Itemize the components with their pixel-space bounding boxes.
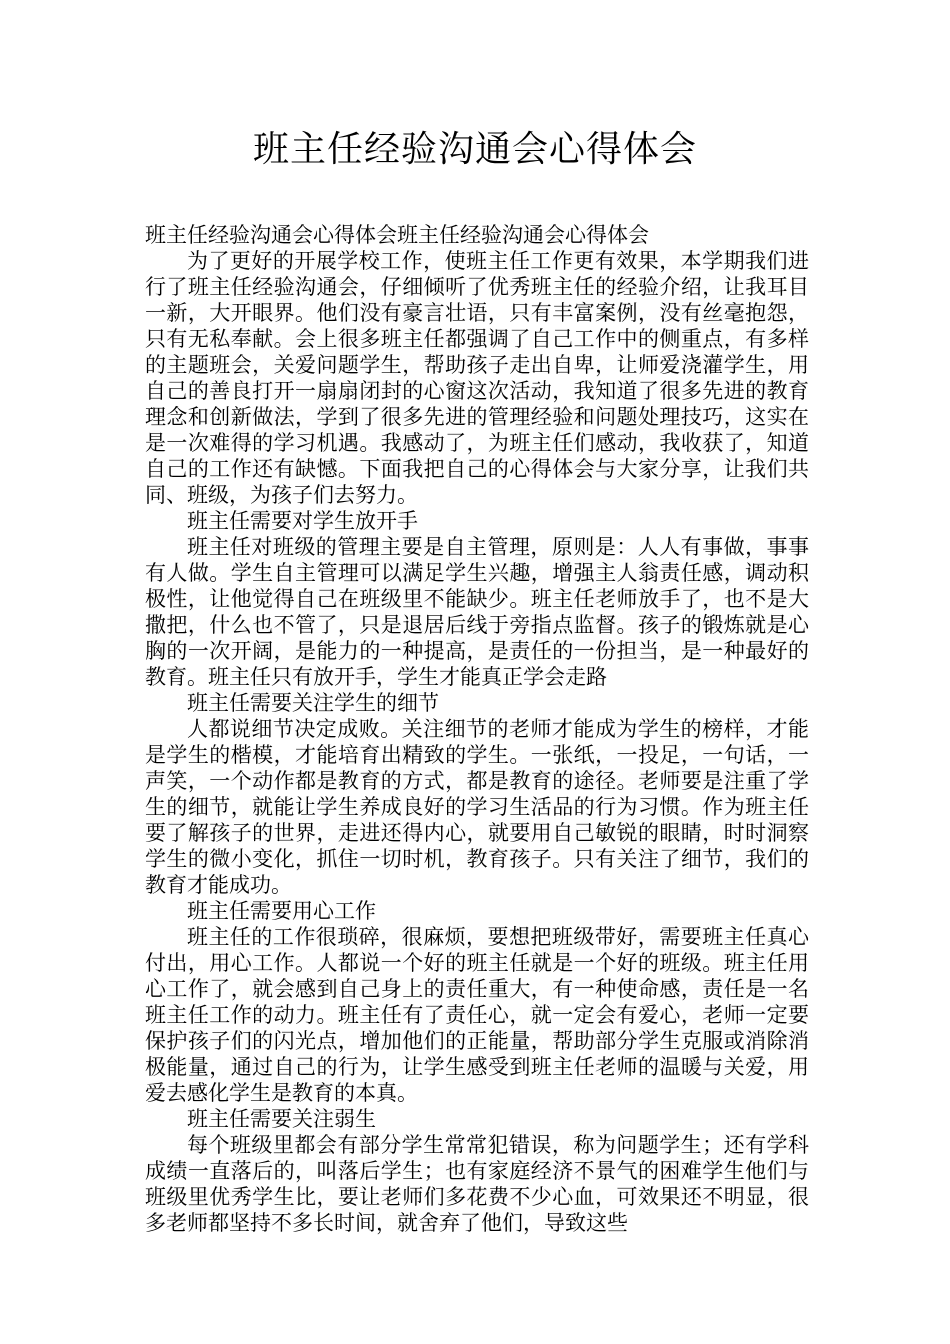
section-heading-details: 班主任需要关注学生的细节 xyxy=(187,691,439,715)
section-heading-dedication: 班主任需要用心工作 xyxy=(187,899,376,923)
section-heading-let-go: 班主任需要对学生放开手 xyxy=(187,509,418,533)
document-body xyxy=(145,222,809,1236)
paragraph-weak-students: 每个班级里都会有部分学生常常犯错误，称为问题学生；还有学科成绩一直落后的，叫落后学生；也有家庭经济不景气的困难学生他们与班级里优秀学生比，要让老师们多花费不少心血，可效果还不明显，很多老师都坚持不多长时间，就舍弃了他们，导致这些 xyxy=(145,1133,809,1235)
section-heading-weak-students: 班主任需要关注弱生 xyxy=(187,1107,376,1131)
paragraph-details: 人都说细节决定成败。关注细节的老师才能成为学生的榜样，才能是学生的楷模，才能培育出精致的学生。一张纸，一投足，一句话，一声笑，一个动作都是教育的方式，都是教育的途径。老师要是注重了学生的细节，就能让学生养成良好的学习生活品的行为习惯。作为班主任要了解孩子的世界，走进还得内心，就要用自己敏锐的眼睛，时时洞察学生的微小变化，抓住一切时机，教育孩子。只有关注了细节，我们的教育才能成功。 xyxy=(145,717,809,897)
document-title: 班主任经验沟通会心得体会 xyxy=(252,129,697,170)
paragraph-let-go: 班主任对班级的管理主要是自主管理，原则是：人人有事做，事事有人做。学生自主管理可以满足学生兴趣，增强主人翁责任感，调动积极性，让他觉得自己在班级里不能缺少。班主任老师放手了，也不是大撒把，什么也不管了，只是退居后线于旁指点监督。孩子的锻炼就是心胸的一次开阔，是能力的一种提高，是责任的一份担当，是一种最好的教育。班主任只有放开手，学生才能真正学会走路 xyxy=(145,535,809,689)
paragraph-dedication: 班主任的工作很琐碎，很麻烦，要想把班级带好，需要班主任真心付出，用心工作。人都说一个好的班主任就是一个好的班级。班主任用心工作了，就会感到自己身上的责任重大，有一种使命感，责任是一名班主任工作的动力。班主任有了责任心，就一定会有爱心，老师一定要保护孩子们的闪光点，增加他们的正能量，帮助部分学生克服或消除消极能量，通过自己的行为，让学生感受到班主任老师的温暖与关爱，用爱去感化学生是教育的本真。 xyxy=(145,925,809,1105)
intro-heading: 班主任经验沟通会心得体会班主任经验沟通会心得体会 xyxy=(145,223,649,247)
paragraph-introduction: 为了更好的开展学校工作，使班主任工作更有效果，本学期我们进行了班主任经验沟通会，仔细倾听了优秀班主任的经验介绍，让我耳目一新，大开眼界。他们没有豪言壮语，只有丰富案例，没有丝毫抱怨，只有无私奉献。会上很多班主任都强调了自己工作中的侧重点，有多样的主题班会，关爱问题学生，帮助孩子走出自卑，让师爱浇灌学生，用自己的善良打开一扇扇闭封的心窗这次活动，我知道了很多先进的教育理念和创新做法，学到了很多先进的管理经验和问题处理技巧，这实在是一次难得的学习机遇。我感动了，为班主任们感动，我收获了，知道自己的工作还有缺憾。下面我把自己的心得体会与大家分享，让我们共同、班级，为孩子们去努力。 xyxy=(145,249,809,507)
